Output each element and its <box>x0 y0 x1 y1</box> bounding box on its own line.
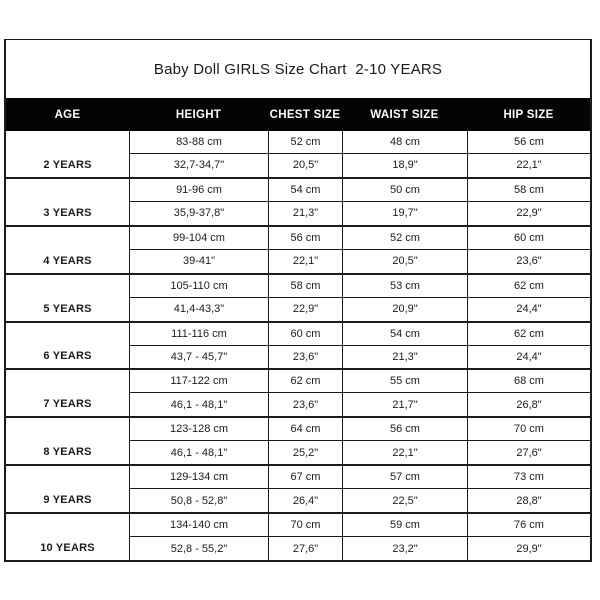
height-inches-value: 46,1 - 48,1" <box>129 441 268 464</box>
waist-size-cm-value: 50 cm <box>342 179 467 202</box>
table-header-row <box>6 98 590 131</box>
hip-size-inches-value: 26,8" <box>467 393 590 416</box>
age-label: 6 YEARS <box>43 350 92 363</box>
table-row-group <box>6 512 590 560</box>
age-label: 3 YEARS <box>43 206 92 219</box>
chest-size-inches-value: 27,6" <box>268 537 342 560</box>
height-inches-value: 41,4-43,3" <box>129 298 268 321</box>
height-inches-value: 46,1 - 48,1" <box>129 393 268 416</box>
waist-size-inches-value: 20,5" <box>342 250 467 273</box>
column-header-hip-size: HIP SIZE <box>503 108 554 121</box>
hip-size-cm-value: 70 cm <box>467 418 590 441</box>
height-inches-value: 52,8 - 55,2" <box>129 537 268 560</box>
chest-size-cm-value: 67 cm <box>268 466 342 489</box>
hip-size-inches-value: 29,9" <box>467 537 590 560</box>
table-row-group <box>6 131 590 177</box>
age-label: 8 YEARS <box>43 446 92 459</box>
hip-size-inches-value: 23,6" <box>467 250 590 273</box>
hip-size-inches-value: 28,8" <box>467 489 590 512</box>
chest-size-cm-value: 58 cm <box>268 275 342 298</box>
hip-size-inches-value: 22,1" <box>467 154 590 177</box>
height-cm-value: 99-104 cm <box>129 227 268 250</box>
height-cm-value: 91-96 cm <box>129 179 268 202</box>
waist-size-cm-value: 56 cm <box>342 418 467 441</box>
chest-size-inches-value: 25,2" <box>268 441 342 464</box>
waist-size-inches-value: 23,2" <box>342 537 467 560</box>
height-inches-value: 43,7 - 45,7" <box>129 346 268 369</box>
waist-size-cm-value: 57 cm <box>342 466 467 489</box>
waist-size-cm-value: 55 cm <box>342 370 467 393</box>
age-label: 2 YEARS <box>43 158 92 171</box>
hip-size-inches-value: 24,4" <box>467 298 590 321</box>
size-chart-table <box>4 39 592 562</box>
chest-size-inches-value: 22,1" <box>268 250 342 273</box>
height-inches-value: 50,8 - 52,8" <box>129 489 268 512</box>
chest-size-inches-value: 21,3" <box>268 202 342 225</box>
table-row-group <box>6 177 590 225</box>
column-header-height: HEIGHT <box>175 108 222 121</box>
height-inches-value: 35,9-37,8" <box>129 202 268 225</box>
age-label: 7 YEARS <box>43 398 92 411</box>
height-inches-value: 39-41" <box>129 250 268 273</box>
chest-size-cm-value: 54 cm <box>268 179 342 202</box>
hip-size-cm-value: 76 cm <box>467 514 590 537</box>
chart-title: Baby Doll GIRLS Size Chart 2-10 YEARS <box>153 60 443 78</box>
hip-size-inches-value: 24,4" <box>467 346 590 369</box>
height-cm-value: 105-110 cm <box>129 275 268 298</box>
chest-size-cm-value: 52 cm <box>268 131 342 154</box>
table-row-group <box>6 225 590 273</box>
waist-size-inches-value: 22,1" <box>342 441 467 464</box>
age-label: 4 YEARS <box>43 254 92 267</box>
height-cm-value: 129-134 cm <box>129 466 268 489</box>
height-cm-value: 83-88 cm <box>129 131 268 154</box>
chest-size-inches-value: 23,6" <box>268 393 342 416</box>
height-cm-value: 111-116 cm <box>129 323 268 346</box>
hip-size-inches-value: 27,6" <box>467 441 590 464</box>
table-row-group <box>6 368 590 416</box>
chest-size-inches-value: 22,9" <box>268 298 342 321</box>
waist-size-cm-value: 53 cm <box>342 275 467 298</box>
hip-size-inches-value: 22,9" <box>467 202 590 225</box>
column-header-chest-size: CHEST SIZE <box>269 108 341 121</box>
hip-size-cm-value: 62 cm <box>467 323 590 346</box>
waist-size-cm-value: 48 cm <box>342 131 467 154</box>
hip-size-cm-value: 60 cm <box>467 227 590 250</box>
chest-size-cm-value: 62 cm <box>268 370 342 393</box>
table-row-group <box>6 321 590 369</box>
waist-size-cm-value: 52 cm <box>342 227 467 250</box>
height-cm-value: 134-140 cm <box>129 514 268 537</box>
age-label: 5 YEARS <box>43 302 92 315</box>
waist-size-cm-value: 59 cm <box>342 514 467 537</box>
age-label: 10 YEARS <box>40 542 95 555</box>
table-body <box>6 131 590 560</box>
chest-size-inches-value: 20,5" <box>268 154 342 177</box>
table-row-group <box>6 416 590 464</box>
table-row-group <box>6 464 590 512</box>
waist-size-inches-value: 19,7" <box>342 202 467 225</box>
column-header-waist-size: WAIST SIZE <box>370 108 439 121</box>
height-inches-value: 32,7-34,7" <box>129 154 268 177</box>
hip-size-cm-value: 73 cm <box>467 466 590 489</box>
chest-size-cm-value: 56 cm <box>268 227 342 250</box>
chest-size-cm-value: 70 cm <box>268 514 342 537</box>
age-label: 9 YEARS <box>43 494 92 507</box>
hip-size-cm-value: 58 cm <box>467 179 590 202</box>
table-row-group <box>6 273 590 321</box>
hip-size-cm-value: 56 cm <box>467 131 590 154</box>
chest-size-inches-value: 26,4" <box>268 489 342 512</box>
waist-size-cm-value: 54 cm <box>342 323 467 346</box>
chest-size-cm-value: 64 cm <box>268 418 342 441</box>
waist-size-inches-value: 18,9" <box>342 154 467 177</box>
waist-size-inches-value: 21,7" <box>342 393 467 416</box>
chest-size-inches-value: 23,6" <box>268 346 342 369</box>
column-header-age: AGE <box>54 108 81 121</box>
hip-size-cm-value: 62 cm <box>467 275 590 298</box>
height-cm-value: 117-122 cm <box>129 370 268 393</box>
waist-size-inches-value: 22,5" <box>342 489 467 512</box>
chest-size-cm-value: 60 cm <box>268 323 342 346</box>
waist-size-inches-value: 20,9" <box>342 298 467 321</box>
height-cm-value: 123-128 cm <box>129 418 268 441</box>
waist-size-inches-value: 21,3" <box>342 346 467 369</box>
hip-size-cm-value: 68 cm <box>467 370 590 393</box>
